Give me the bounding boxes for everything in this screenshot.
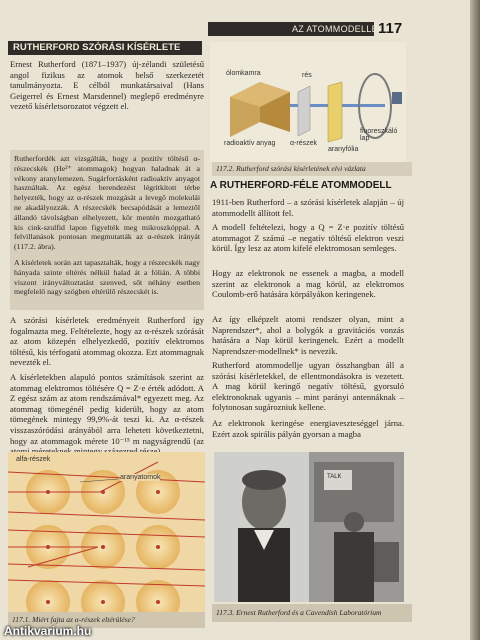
- scattering-illustration: [8, 452, 205, 612]
- page-edge: [470, 0, 480, 640]
- right-paragraph-4: Az így elképzelt atomi rendszer olyan, mint a Naprendszer*, ahol a bolygók a gravitációs vonzás hatására a Nap körül keringenek. Ezért a modellt Naprendszer-modellnek* is nevezik.: [212, 314, 404, 356]
- section-title-left: RUTHERFORD SZÓRÁSI KÍSÉRLETE: [8, 41, 202, 55]
- box-paragraph-1: Rutherfordék azt vizsgálták, hogy a pozitív töltésű α-részecskék (He²⁺ atommagok) hogyan haladnak át a vékony aranylemezen. Sugárforrásként radioaktív anyagot használtak. Az egész berendezést légritkított térbe helyezték, hogy az α-részek mozgását a levegő molekulái ne akadályozzák. A részecskék becsapódását a lemeztől állandó távolságban elhelyezett, kör mentén mozgatható kis cink-szulfid lapon figyelték meg mikroszkóppal. A felvillanások pontosan megmutatták az α-részek irányát (117.2. ábra).: [14, 154, 200, 252]
- intro-paragraph: Ernest Rutherford (1871–1937) új-zélandi születésű angol fizikus az atomok belső szerkezetét tanulmányozta. E célból munkatársaival (Hans Geigerrel és Ernest Marsdennel) meglepő eredményre vezető kísérletsorozatot végzett el.: [10, 59, 204, 112]
- paragraph-nucleus: A kísérletekben alapuló pontos számítások szerint az atommag elektromos töltésére Q = Z·e érték adódott. A Z egész szám az atom rendszámával* egyezett meg. Az atommag tömegénél pedig kiderült, hogy az atom tömegének mintegy 99,9%-át teszi ki. Az α-részek visszaszóródási arányából arra lehetett következtetni, hogy az atommagok mérete 10⁻¹⁵ m nagyságrendű (az: [10, 372, 204, 446]
- figure-gold-atoms: [8, 452, 205, 612]
- label-alpha: α-részek: [290, 140, 317, 147]
- right-paragraph-2: A modell feltételezi, hogy a Q = Z·e pozitív töltésű atommagot Z számú –e negatív töltésű elektron veszi körül. Így lesz az atom kifelé elektromosan semleges.: [212, 222, 404, 254]
- label-radioactive: radioaktív anyag: [224, 140, 276, 147]
- box-paragraph-2: A kísérletek során azt tapasztalták, hogy a részecskék nagy hányada szinte eltérés nélkül halad át a fólián. A többi viszont irányváltoztatást szenved, sőt néhány esetben megfelelő nagy szögben eltérülő részecskét is.: [14, 258, 200, 297]
- photo-image: [214, 452, 404, 602]
- chapter-title: AZ ATOMMODELLEK: [292, 24, 385, 34]
- figure-caption-1: 117.2. Rutherford szórási kísérletének elvi vázlata: [212, 162, 412, 176]
- paragraph-results: A szórási kísérletek eredményeit Rutherford így fogalmazta meg. Feltételezte, hogy az α-részek szórását az atom közepén elhelyezkedő, pozitív elektromos töltésű, kis térfogatú atommag okozza. Ezt atommagnak nevezték el.: [10, 315, 204, 368]
- label-screen: fluoreszkáló lap: [360, 128, 398, 142]
- label-alpha-particles: alfa-részek: [16, 456, 51, 463]
- watermark: Antikvarium.hu: [4, 624, 92, 638]
- section-title-right: A RUTHERFORD-FÉLE ATOMMODELL: [210, 180, 392, 191]
- right-paragraph-1: 1911-ben Rutherford – a szórási kísérletek alapján – új atommodellt állított fel.: [212, 197, 404, 218]
- right-paragraph-5: Rutherford atommodellje ugyan összhangban áll a szórási kísérletekkel, de ellentmondásokra is vezetett. A mag körül keringő negatív töltésű, gyorsuló elektronoknak ugyanis – mint parányi antennáknak – folytonosan sugározniuk kellene.: [212, 360, 404, 413]
- figure-caption-3: 117.3. Ernest Rutherford és a Cavendish Laboratórium: [212, 604, 412, 622]
- figure-scattering-apparatus: [210, 42, 406, 162]
- right-paragraph-6: Az elektronok keringése energiaveszteséggel járna. Ezért azok spirális pályán gyorsan a magba: [212, 418, 404, 439]
- right-paragraph-3: Hogy az elektronok ne essenek a magba, a modell szerint az elektronok a mag körül, az elektromos Coulomb-erő hatására körpályákon keringenek.: [212, 268, 404, 300]
- figure-caption-2: 117.1. Miért fajta az α-részek eltérülése?: [8, 612, 205, 628]
- label-lead-chamber: ólomkamra: [226, 70, 261, 77]
- experiment-box: [10, 150, 204, 310]
- page-number: 117: [378, 20, 403, 37]
- label-gold-atoms: aranyatomok: [120, 474, 161, 481]
- label-slit: rés: [302, 72, 312, 79]
- rutherford-photo: [214, 452, 404, 602]
- label-gold-foil: aranyfólia: [328, 146, 359, 153]
- lab-sign: TALK: [327, 474, 342, 480]
